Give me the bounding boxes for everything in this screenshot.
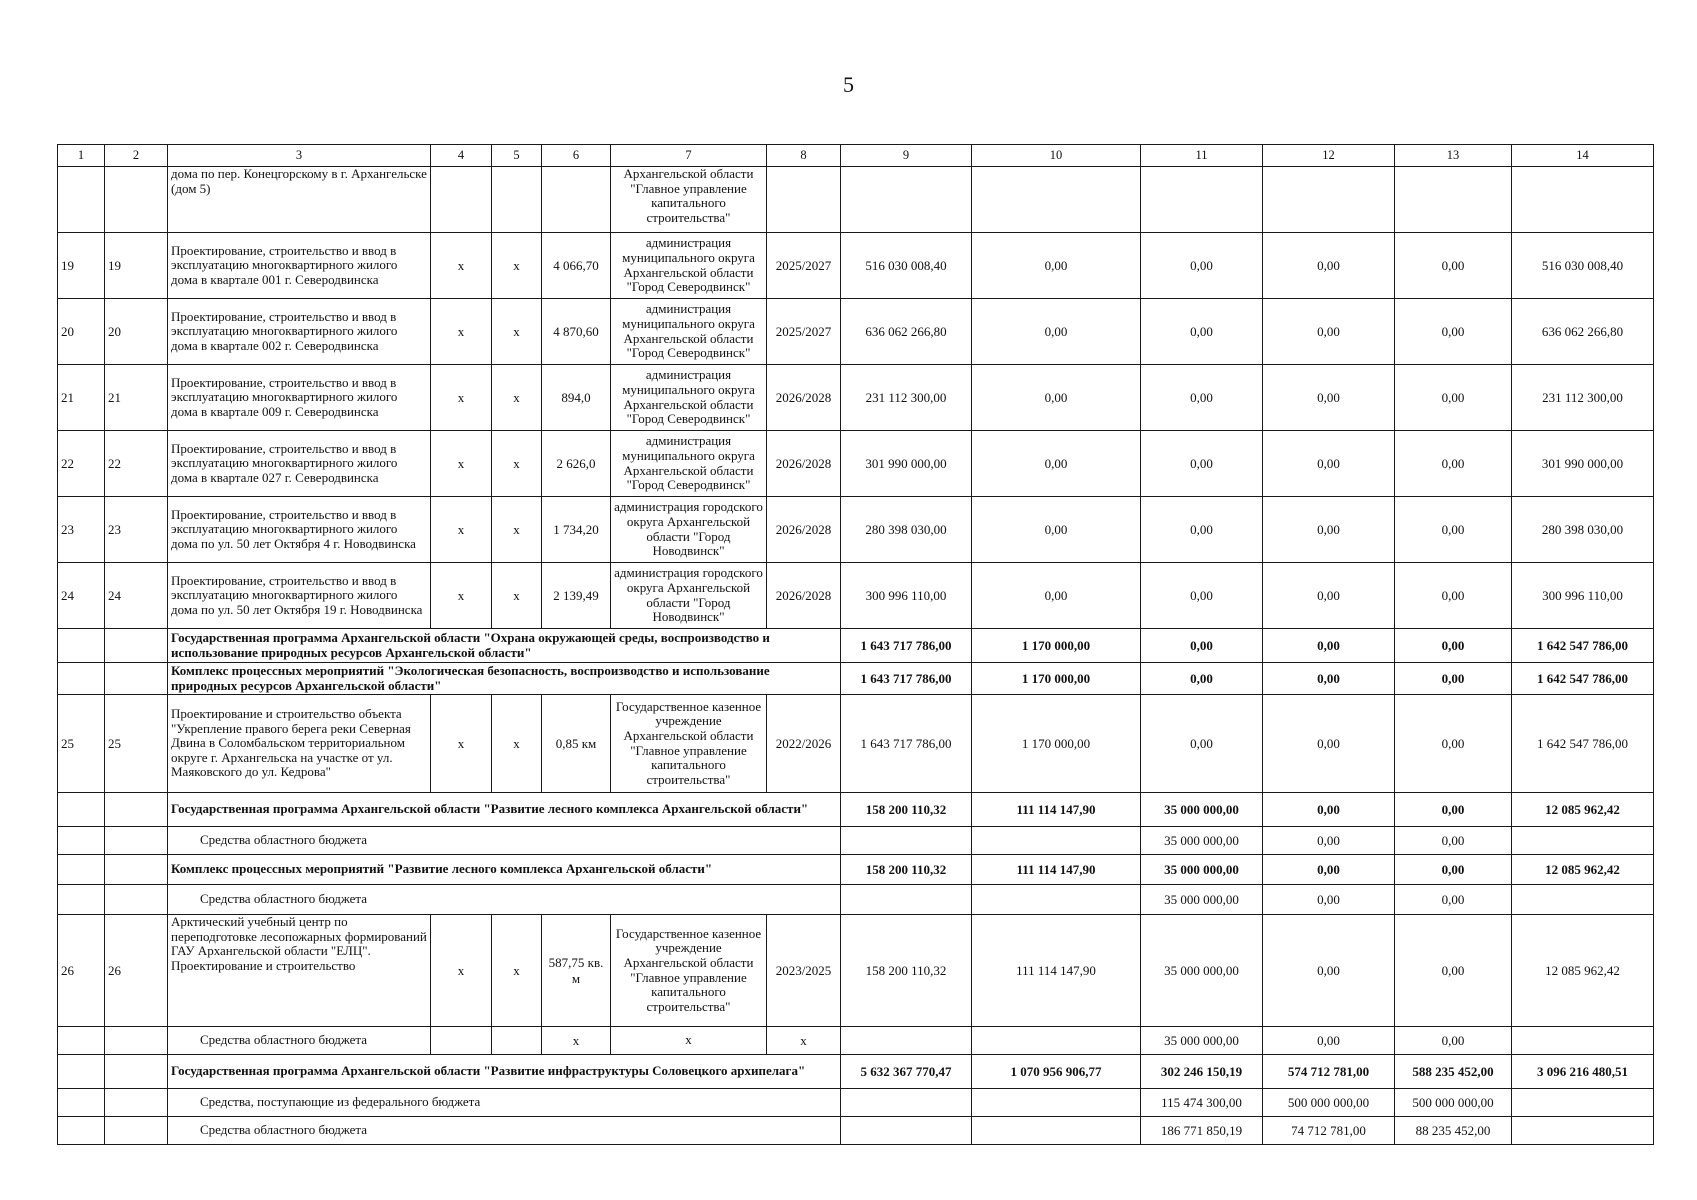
funding-source-row [58, 1089, 1654, 1117]
table-row [58, 365, 1654, 431]
table-cell-col-11 [1141, 167, 1263, 233]
table-cell-col-8: 2026/2028 [767, 431, 841, 497]
table-row [58, 695, 1654, 793]
table-cell-col-5: х [492, 915, 542, 1027]
table-cell-col-5: х [492, 497, 542, 563]
column-number: 10 [972, 145, 1141, 167]
table-cell-col-9: 280 398 030,00 [841, 497, 972, 563]
amount-cell-col-12: 0,00 [1263, 885, 1395, 915]
amount-cell-col-13: 0,00 [1395, 793, 1512, 827]
table-cell-col-12: 0,00 [1263, 431, 1395, 497]
program-total-row [58, 629, 1654, 663]
table-cell-col-8: 2025/2027 [767, 299, 841, 365]
table-cell-col-14 [1512, 1027, 1654, 1055]
table-cell-col-2: 26 [105, 915, 168, 1027]
table-cell-col-14: 231 112 300,00 [1512, 365, 1654, 431]
amount-cell-col-14 [1512, 885, 1654, 915]
amount-cell-col-11: 35 000 000,00 [1141, 827, 1263, 855]
column-number: 6 [542, 145, 611, 167]
table-cell-col-11: 0,00 [1141, 365, 1263, 431]
table-cell-col-12: 0,00 [1263, 695, 1395, 793]
amount-cell-col-11: 35 000 000,00 [1141, 855, 1263, 885]
table-cell-col-10: 0,00 [972, 431, 1141, 497]
funding-source-row [58, 885, 1654, 915]
table-cell-empty [58, 1055, 105, 1089]
table-cell-col-11: 35 000 000,00 [1141, 1027, 1263, 1055]
table-cell-col-11: 0,00 [1141, 233, 1263, 299]
amount-cell-col-12: 500 000 000,00 [1263, 1089, 1395, 1117]
table-cell-empty [58, 855, 105, 885]
amount-cell-col-10 [972, 1117, 1141, 1145]
amount-cell-col-12: 0,00 [1263, 629, 1395, 663]
table-cell-col-1: 22 [58, 431, 105, 497]
amount-cell-col-12: 74 712 781,00 [1263, 1117, 1395, 1145]
table-cell-col-4: х [431, 299, 492, 365]
amount-cell-col-10: 111 114 147,90 [972, 855, 1141, 885]
amount-cell-col-13: 0,00 [1395, 885, 1512, 915]
table-cell-col-14: 516 030 008,40 [1512, 233, 1654, 299]
table-cell-col-13 [1395, 167, 1512, 233]
table-cell-col-14: 1 642 547 786,00 [1512, 695, 1654, 793]
table-cell-col-5: х [492, 695, 542, 793]
table-cell-empty [58, 827, 105, 855]
table-cell-col-6: 2 139,49 [542, 563, 611, 629]
table-cell-empty [105, 793, 168, 827]
table-cell-col-13: 0,00 [1395, 1027, 1512, 1055]
table-cell-col-7: администрация муниципального округа Архангельской области "Город Северодвинск" [611, 365, 767, 431]
table-cell-col-9: 516 030 008,40 [841, 233, 972, 299]
table-cell-col-4: х [431, 365, 492, 431]
column-number: 1 [58, 145, 105, 167]
table-cell-col-7: х [611, 1027, 767, 1055]
amount-cell-col-12: 0,00 [1263, 793, 1395, 827]
table-cell-col-1: 20 [58, 299, 105, 365]
column-number-row [58, 145, 1654, 167]
funding-source-row [58, 827, 1654, 855]
column-number: 5 [492, 145, 542, 167]
table-cell-empty [58, 885, 105, 915]
column-number: 14 [1512, 145, 1654, 167]
table-cell-col-8: 2026/2028 [767, 497, 841, 563]
amount-cell-col-12: 0,00 [1263, 855, 1395, 885]
table-cell-col-6: 0,85 км [542, 695, 611, 793]
table-cell-empty [105, 629, 168, 663]
table-cell-empty [58, 1117, 105, 1145]
table-cell-col-3: Проектирование, строительство и ввод в эксплуатацию многоквартирного жилого дома в квартале 027 г. Северодвинска [168, 431, 431, 497]
amount-cell-col-10: 1 170 000,00 [972, 663, 1141, 695]
column-number: 11 [1141, 145, 1263, 167]
table-cell-col-12: 0,00 [1263, 365, 1395, 431]
table-cell-col-3: Проектирование, строительство и ввод в эксплуатацию многоквартирного жилого дома по ул. 50 лет Октября 4 г. Новодвинска [168, 497, 431, 563]
table-cell-col-2: 20 [105, 299, 168, 365]
table-cell-col-1: 24 [58, 563, 105, 629]
table-cell-col-13: 0,00 [1395, 365, 1512, 431]
table-cell-col-2: 25 [105, 695, 168, 793]
amount-cell-col-9 [841, 1089, 972, 1117]
amount-cell-col-12: 0,00 [1263, 663, 1395, 695]
amount-cell-col-14: 12 085 962,42 [1512, 793, 1654, 827]
amount-cell-col-10 [972, 827, 1141, 855]
table-cell-col-7: администрация городского округа Архангельской области "Город Новодвинск" [611, 563, 767, 629]
table-cell-col-7: Государственное казенное учреждение Архангельской области "Главное управление капитального строительства" [611, 695, 767, 793]
table-cell-col-8: 2025/2027 [767, 233, 841, 299]
column-number: 3 [168, 145, 431, 167]
table-cell-col-13: 0,00 [1395, 497, 1512, 563]
table-cell-col-7: администрация муниципального округа Архангельской области "Город Северодвинск" [611, 299, 767, 365]
funding-source-label: Средства, поступающие из федерального бюджета [168, 1089, 841, 1117]
amount-cell-col-9 [841, 1117, 972, 1145]
amount-cell-col-9: 5 632 367 770,47 [841, 1055, 972, 1089]
table-cell-col-1 [58, 167, 105, 233]
amount-cell-col-14 [1512, 1089, 1654, 1117]
table-cell-col-3: Проектирование, строительство и ввод в эксплуатацию многоквартирного жилого дома в квартале 002 г. Северодвинска [168, 299, 431, 365]
table-cell-empty [105, 827, 168, 855]
amount-cell-col-12: 574 712 781,00 [1263, 1055, 1395, 1089]
table-cell-col-1: 26 [58, 915, 105, 1027]
table-cell-col-8: х [767, 1027, 841, 1055]
amount-cell-col-9 [841, 885, 972, 915]
table-cell-col-9: 636 062 266,80 [841, 299, 972, 365]
amount-cell-col-14: 1 642 547 786,00 [1512, 629, 1654, 663]
table-cell-col-2: 19 [105, 233, 168, 299]
table-cell-col-9: 300 996 110,00 [841, 563, 972, 629]
amount-cell-col-13: 500 000 000,00 [1395, 1089, 1512, 1117]
table-cell-col-5: х [492, 365, 542, 431]
table-cell-col-12: 0,00 [1263, 915, 1395, 1027]
funding-source-label: Средства областного бюджета [168, 1117, 841, 1145]
amount-cell-col-11: 35 000 000,00 [1141, 885, 1263, 915]
table-cell-col-8: 2022/2026 [767, 695, 841, 793]
table-cell-col-6: 1 734,20 [542, 497, 611, 563]
amount-cell-col-14: 1 642 547 786,00 [1512, 663, 1654, 695]
table-cell-col-10: 111 114 147,90 [972, 915, 1141, 1027]
table-cell-col-2: 22 [105, 431, 168, 497]
amount-cell-col-11: 35 000 000,00 [1141, 793, 1263, 827]
table-cell-col-6: 4 870,60 [542, 299, 611, 365]
amount-cell-col-11: 186 771 850,19 [1141, 1117, 1263, 1145]
column-number: 8 [767, 145, 841, 167]
table-cell-col-9: 301 990 000,00 [841, 431, 972, 497]
table-cell-col-14: 300 996 110,00 [1512, 563, 1654, 629]
table-cell-col-7: администрация муниципального округа Архангельской области "Город Северодвинск" [611, 233, 767, 299]
table-cell-col-5: х [492, 233, 542, 299]
table-cell-empty [58, 629, 105, 663]
table-cell-col-7: Архангельской области "Главное управление капитального строительства" [611, 167, 767, 233]
amount-cell-col-10: 1 070 956 906,77 [972, 1055, 1141, 1089]
program-total-row [58, 793, 1654, 827]
table-cell-col-3: Проектирование, строительство и ввод в эксплуатацию многоквартирного жилого дома по ул. 50 лет Октября 19 г. Новодвинска [168, 563, 431, 629]
amount-cell-col-9: 158 200 110,32 [841, 793, 972, 827]
table-cell-col-14: 301 990 000,00 [1512, 431, 1654, 497]
table-cell-col-4: х [431, 563, 492, 629]
table-cell-col-8: 2023/2025 [767, 915, 841, 1027]
page-number: 5 [843, 72, 854, 97]
amount-cell-col-11: 0,00 [1141, 629, 1263, 663]
table-cell-col-3: Арктический учебный центр по переподготовке лесопожарных формирований ГАУ Архангельской области "ЕЛЦ". Проектирование и строительство [168, 915, 431, 1027]
table-cell-col-4: х [431, 233, 492, 299]
amount-cell-col-11: 115 474 300,00 [1141, 1089, 1263, 1117]
table-cell-col-10 [972, 167, 1141, 233]
program-title: Государственная программа Архангельской области "Развитие инфраструктуры Соловецкого архипелага" [168, 1055, 841, 1089]
table-cell-col-13: 0,00 [1395, 695, 1512, 793]
table-cell-col-12: 0,00 [1263, 1027, 1395, 1055]
table-cell-col-12: 0,00 [1263, 497, 1395, 563]
funding-source-row [58, 1117, 1654, 1145]
amount-cell-col-13: 0,00 [1395, 663, 1512, 695]
table-cell-col-10 [972, 1027, 1141, 1055]
amount-cell-col-10 [972, 885, 1141, 915]
table-cell-col-13: 0,00 [1395, 915, 1512, 1027]
table-cell-col-10: 0,00 [972, 299, 1141, 365]
table-cell-col-5: х [492, 431, 542, 497]
table-row [58, 299, 1654, 365]
table-cell-col-9: 231 112 300,00 [841, 365, 972, 431]
table-cell-col-1: 19 [58, 233, 105, 299]
table-cell-col-7: администрация муниципального округа Архангельской области "Город Северодвинск" [611, 431, 767, 497]
table-cell-empty [105, 663, 168, 695]
column-number: 7 [611, 145, 767, 167]
table-cell-col-3: дома по пер. Конецгорскому в г. Архангельске (дом 5) [168, 167, 431, 233]
table-cell-empty [105, 1117, 168, 1145]
column-number: 12 [1263, 145, 1395, 167]
table-cell-col-6: 4 066,70 [542, 233, 611, 299]
table-cell-col-12 [1263, 167, 1395, 233]
table-cell-col-3: Проектирование, строительство и ввод в эксплуатацию многоквартирного жилого дома в квартале 009 г. Северодвинска [168, 365, 431, 431]
amount-cell-col-9: 158 200 110,32 [841, 855, 972, 885]
table-cell-col-6: х [542, 1027, 611, 1055]
table-cell-col-1: 21 [58, 365, 105, 431]
table-cell-col-11: 0,00 [1141, 563, 1263, 629]
table-cell-col-11: 0,00 [1141, 497, 1263, 563]
table-cell-col-13: 0,00 [1395, 431, 1512, 497]
column-number: 13 [1395, 145, 1512, 167]
table-cell-col-14: 636 062 266,80 [1512, 299, 1654, 365]
program-total-row [58, 1055, 1654, 1089]
table-cell-col-10: 1 170 000,00 [972, 695, 1141, 793]
table-cell-col-4 [431, 1027, 492, 1055]
table-cell-col-6 [542, 167, 611, 233]
table-cell-col-12: 0,00 [1263, 563, 1395, 629]
table-cell-empty [58, 793, 105, 827]
table-cell-col-4: х [431, 695, 492, 793]
table-row [58, 563, 1654, 629]
amount-cell-col-14: 12 085 962,42 [1512, 855, 1654, 885]
table-cell-col-13: 0,00 [1395, 233, 1512, 299]
table-cell-col-5 [492, 1027, 542, 1055]
amount-cell-col-14 [1512, 1117, 1654, 1145]
table-cell-col-9 [841, 167, 972, 233]
table-cell-col-4: х [431, 497, 492, 563]
amount-cell-col-10: 111 114 147,90 [972, 793, 1141, 827]
table-cell-col-14 [1512, 167, 1654, 233]
table-cell-empty [58, 663, 105, 695]
table-cell-col-12: 0,00 [1263, 299, 1395, 365]
amount-cell-col-13: 88 235 452,00 [1395, 1117, 1512, 1145]
table-cell-col-3: Проектирование и строительство объекта "Укрепление правого берега реки Северная Двина в Соломбальском территориальном округе г. Архангельска на участке от ул. Маяковского до ул. Кедрова" [168, 695, 431, 793]
table-cell-col-14: 12 085 962,42 [1512, 915, 1654, 1027]
program-title: Государственная программа Архангельской области "Развитие лесного комплекса Архангельской области" [168, 793, 841, 827]
amount-cell-col-9 [841, 827, 972, 855]
amount-cell-col-12: 0,00 [1263, 827, 1395, 855]
funding-source-label: Средства областного бюджета [168, 827, 841, 855]
table-cell-col-9: 1 643 717 786,00 [841, 695, 972, 793]
table-cell-col-2: 24 [105, 563, 168, 629]
program-total-row [58, 663, 1654, 695]
amount-cell-col-9: 1 643 717 786,00 [841, 629, 972, 663]
table-cell-col-4 [431, 167, 492, 233]
table-cell-col-8 [767, 167, 841, 233]
table-cell-col-11: 0,00 [1141, 299, 1263, 365]
table-cell-col-6: 587,75 кв. м [542, 915, 611, 1027]
table-cell-col-14: 280 398 030,00 [1512, 497, 1654, 563]
table-cell-col-2 [105, 167, 168, 233]
table-row [58, 431, 1654, 497]
amount-cell-col-10: 1 170 000,00 [972, 629, 1141, 663]
table-row [58, 497, 1654, 563]
amount-cell-col-9: 1 643 717 786,00 [841, 663, 972, 695]
budget-table [57, 144, 1654, 1145]
table-cell-col-11: 0,00 [1141, 695, 1263, 793]
program-total-row [58, 855, 1654, 885]
table-cell-col-13: 0,00 [1395, 563, 1512, 629]
table-cell-col-11: 0,00 [1141, 431, 1263, 497]
table-cell-col-9 [841, 1027, 972, 1055]
table-cell-col-2: 23 [105, 497, 168, 563]
table-cell-col-12: 0,00 [1263, 233, 1395, 299]
table-cell-col-4: х [431, 915, 492, 1027]
amount-cell-col-13: 0,00 [1395, 827, 1512, 855]
program-title: Комплекс процессных мероприятий "Экологическая безопасность, воспроизводство и использование природных ресурсов Архангельской области" [168, 663, 841, 695]
table-cell-col-5: х [492, 299, 542, 365]
table-cell-col-10: 0,00 [972, 497, 1141, 563]
table-cell-col-11: 35 000 000,00 [1141, 915, 1263, 1027]
amount-cell-col-14: 3 096 216 480,51 [1512, 1055, 1654, 1089]
column-number: 4 [431, 145, 492, 167]
table-cell-col-9: 158 200 110,32 [841, 915, 972, 1027]
table-cell-col-1: 25 [58, 695, 105, 793]
amount-cell-col-10 [972, 1089, 1141, 1117]
table-cell-col-1: 23 [58, 497, 105, 563]
table-row [58, 233, 1654, 299]
table-cell-col-5 [492, 167, 542, 233]
table-cell-col-8: 2026/2028 [767, 563, 841, 629]
table-cell-col-10: 0,00 [972, 233, 1141, 299]
table-cell-col-1 [58, 1027, 105, 1055]
table-cell-col-3: Проектирование, строительство и ввод в эксплуатацию многоквартирного жилого дома в квартале 001 г. Северодвинска [168, 233, 431, 299]
table-cell-col-13: 0,00 [1395, 299, 1512, 365]
table-cell-col-7: Государственное казенное учреждение Архангельской области "Главное управление капитального строительства" [611, 915, 767, 1027]
table-cell-col-10: 0,00 [972, 563, 1141, 629]
table-cell-col-3: Средства областного бюджета [168, 1027, 431, 1055]
amount-cell-col-11: 0,00 [1141, 663, 1263, 695]
amount-cell-col-11: 302 246 150,19 [1141, 1055, 1263, 1089]
table-cell-col-2: 21 [105, 365, 168, 431]
table-cell-col-6: 894,0 [542, 365, 611, 431]
table-cell-col-8: 2026/2028 [767, 365, 841, 431]
amount-cell-col-13: 588 235 452,00 [1395, 1055, 1512, 1089]
amount-cell-col-13: 0,00 [1395, 629, 1512, 663]
funding-source-row [58, 1027, 1654, 1055]
table-cell-col-7: администрация городского округа Архангельской области "Город Новодвинск" [611, 497, 767, 563]
amount-cell-col-13: 0,00 [1395, 855, 1512, 885]
column-number: 9 [841, 145, 972, 167]
funding-source-label: Средства областного бюджета [168, 885, 841, 915]
table-cell-col-10: 0,00 [972, 365, 1141, 431]
table-cell-empty [105, 1055, 168, 1089]
table-cell-col-4: х [431, 431, 492, 497]
table-row [58, 915, 1654, 1027]
amount-cell-col-14 [1512, 827, 1654, 855]
table-cell-empty [58, 1089, 105, 1117]
program-title: Комплекс процессных мероприятий "Развитие лесного комплекса Архангельской области" [168, 855, 841, 885]
table-cell-col-2 [105, 1027, 168, 1055]
table-cell-empty [105, 1089, 168, 1117]
program-title: Государственная программа Архангельской области "Охрана окружающей среды, воспроизводство и использование природных ресурсов Архангельской области" [168, 629, 841, 663]
table-cell-empty [105, 855, 168, 885]
table-cell-empty [105, 885, 168, 915]
column-number: 2 [105, 145, 168, 167]
table-row [58, 167, 1654, 233]
table-cell-col-5: х [492, 563, 542, 629]
table-cell-col-6: 2 626,0 [542, 431, 611, 497]
